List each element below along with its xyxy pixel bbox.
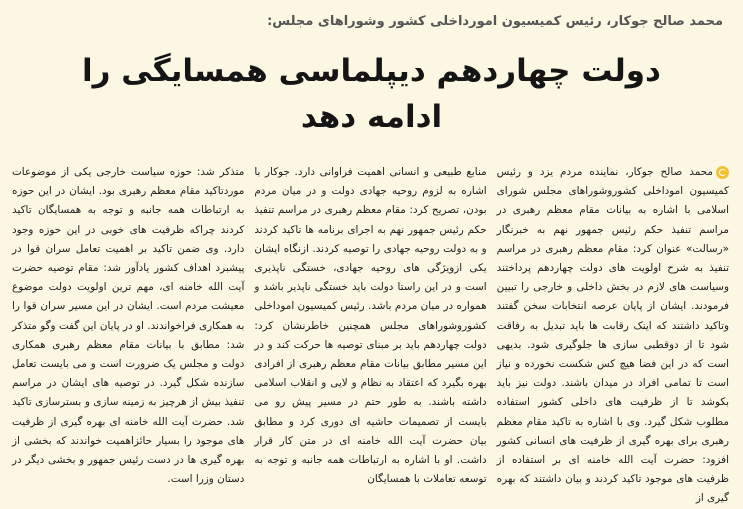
kicker-line: محمد صالح جوکار، رئیس کمیسیون امورداخلی کشور وشوراهای مجلس: [267,14,723,29]
article-body [12,163,729,505]
column-right [496,163,729,505]
column-3-text: متذکر شد: حوزه سیاست خارجی یکی از موضوعات موردتاکید مقام معظم رهبری بود. ایشان در این حوزه به ارتباطات همه جانبه و توجه به همسایگان تاکید کردند چراکه ظرفیت های خوبی در این حوزه وجود دارد. وی ضمن تاکید بر اهمیت تعامل سران قوا در پیشبرد اهداف کشور یادآور شد: مقام توصیه حضرت آیت الله خامنه ای، مهم ترین اولویت دولت موضوع معیشت مردم است. ایشان در این مسیر سران قوا را به همکاری فراخواندند. او در پایان این گفت وگو متذکر شد: مطابق با بیانات مقام معظم رهبری همکاری دولت و مجلس یک ضرورت است و می بایست تعامل سازنده شکل گیرد. در توصیه های ایشان در مراسم تنفیذ بیش از هرچیز به زمینه سازی و بسترسازی تاکید شد. حضرت آیت الله خامنه ای بهره گیری از ظرفیت های موجود را بسیار حائزاهمیت خواندند که بخشی از بهره گیری ها در دست رئیس جمهور و بخشی دیگر در دستان وزرا است. [12,166,245,486]
column-left [12,163,244,492]
bullet-icon [716,166,729,179]
column-1-text: محمد صالح جوکار، نماینده مردم یزد و رئیس کمیسیون اموداخلی کشوروشوراهای مجلس شورای اسلامی با اشاره به بیانات مقام معظم رهبری در مراسم تنفیذ حکم رئیس جمهور نهم به خبرنگار «رسالت» عنوان کرد: مقام معظم رهبری در مراسم تنفیذ به شرح اولویت های دولت چهاردهم پرداختند وسیاست های لازم در بخش داخلی و خارجی را تبیین فرمودند. ایشان از پایان عرصه انتخابات سخن گفتند وتاکید داشتند که اینک رقابت ها باید تبدیل به رفاقت شود تا از دوقطبی سازی ها جلوگیری شود. بدیهی است که در این فضا هیچ کس شکست نخورده و نیاز است تا تمامی افراد در میدان باشند. دولت نیز باید بکوشد تا از ظرفیت های داخلی کشور استفاده مطلوب شکل گیرد. وی با اشاره به تاکید مقام معظم رهبری برای بهره گیری از ظرفیت های انسانی کشور افزود: حضرت آیت الله خامنه ای بر استفاده از ظرفیت های موجود تاکید کردند و بیان داشتند که بهره گیری از [496,166,729,505]
column-2-text: منابع طبیعی و انسانی اهمیت فراوانی دارد. جوکار با اشاره به لزوم روحیه جهادی دولت و در میان مردم بودن، تصریح کرد: مقام معظم رهبری در مراسم تنفیذ حکم رئیس جمهور نهم به اجرای برنامه ها تاکید کردند و به دولت روحیه جهادی را توصیه کردند. ازنگاه ایشان یکی ازویژگی های روحیه جهادی، خستگی ناپذیری است و در این راستا دولت باید خستگی ناپذیر باشد و همواره در میان مردم باشد. رئیس کمیسیون اموداخلی کشوروشوراهای مجلس همچنین خاطرنشان کرد: دولت چهاردهم باید بر مبنای توصیه ها حرکت کند و در این مسیر مطابق بیانات مقام معظم رهبری از افرادی بهره بگیرد که اعتقاد به نظام و لایی و انقلاب اسلامی داشته باشند. به طور حتم در مسیر پیش رو می بایست از تصمیمات حاشیه ای دوری کرد و مطابق بیان حضرت آیت الله خامنه ای در متن کار قرار داشت. او با اشاره به ارتباطات همه جانبه و توجه به توسعه تعاملات با همسایگان [254,166,487,486]
column-text [497,163,729,509]
headline: دولت چهاردهم دیپلماسی همسایگی را ادامه دهد [82,53,661,135]
column-middle [254,163,486,492]
